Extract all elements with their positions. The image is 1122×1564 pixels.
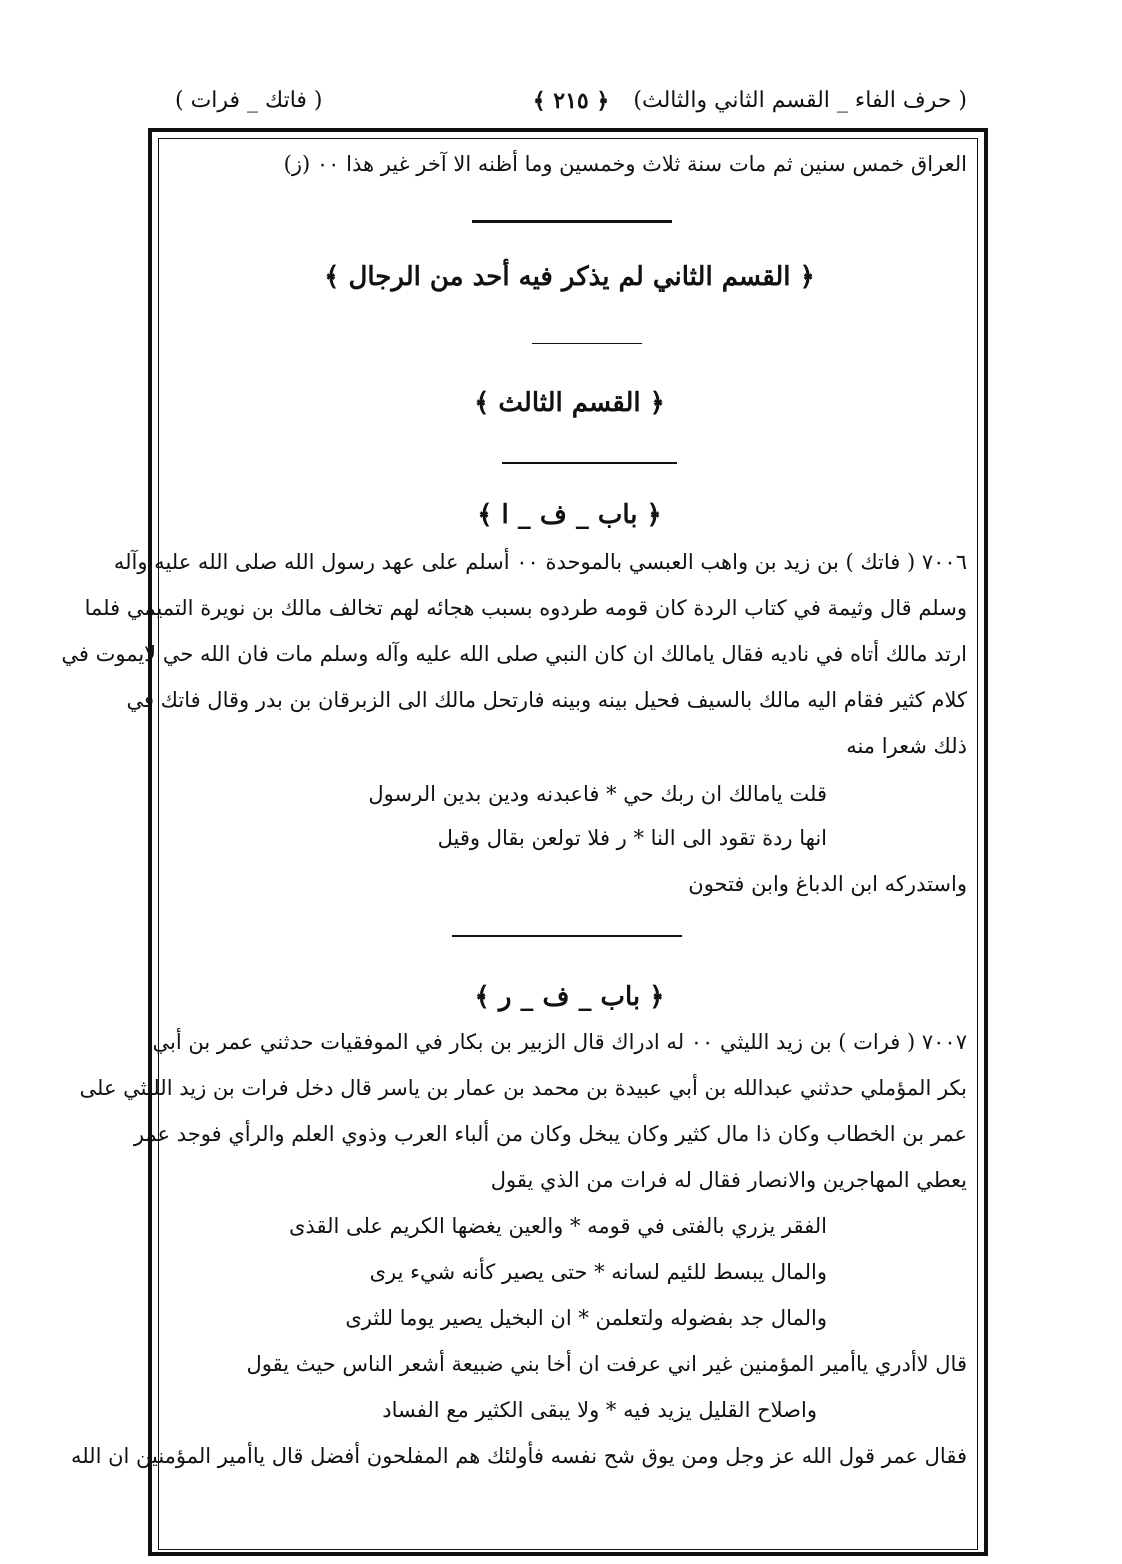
verse-line: قلت يامالك ان ربك حي * فاعبدنه ودين بدين الرسول: [368, 782, 827, 806]
entry-line: ٧٠٠٧ ( فرات ) بن زيد الليثي ٠٠ له ادراك قال الزبير بن بكار في الموفقيات حدثني عمر بن أبي: [152, 1030, 967, 1054]
running-header: [175, 88, 967, 128]
ornamental-divider: [472, 220, 672, 223]
verse-line: انها ردة تقود الى النا * ر فلا تولعن بقال وقيل: [437, 826, 827, 850]
text-line: العراق خمس سنين ثم مات سنة ثلاث وخمسين وما أظنه الا آخر غير هذا ٠٠ (ز): [283, 152, 967, 176]
section-heading: ﴿ القسم الثالث ﴾: [474, 388, 665, 418]
entry-line: ذلك شعرا منه: [846, 734, 967, 758]
ornamental-divider: [452, 935, 682, 937]
page-number: ﴿ ٢١٥ ﴾: [532, 88, 610, 114]
verse-line: واصلاح القليل يزيد فيه * ولا يبقى الكثير مع الفساد: [382, 1398, 817, 1422]
entry-line: كلام كثير فقام اليه مالك بالسيف فحيل بينه وبينه فارتحل مالك الى الزبرقان بن بدر وقال فاتك في: [126, 688, 967, 712]
section-heading: ﴿ القسم الثاني لم يذكر فيه أحد من الرجال ﴾: [324, 262, 815, 292]
ornamental-divider: [532, 343, 642, 344]
ornamental-divider: [502, 462, 677, 464]
header-entries: ( فاتك _ فرات ): [175, 88, 323, 113]
header-chapter: ( حرف الفاء _ القسم الثاني والثالث): [633, 88, 967, 113]
chapter-heading: ﴿ باب _ ف _ ر ﴾: [474, 982, 665, 1012]
entry-line: قال لاأدري ياأمير المؤمنين غير اني عرفت ان أخا بني ضبيعة أشعر الناس حيث يقول: [246, 1352, 967, 1376]
chapter-heading: ﴿ باب _ ف _ ا ﴾: [477, 500, 662, 530]
entry-line: يعطي المهاجرين والانصار فقال له فرات من الذي يقول: [490, 1168, 967, 1192]
entry-line: ارتد مالك أتاه في ناديه فقال يامالك ان كان النبي صلى الله عليه وآله وسلم مات فان الله حي لايموت في: [61, 642, 967, 666]
entry-line: عمر بن الخطاب وكان ذا مال كثير وكان يبخل وكان من ألباء العرب وذوي العلم والرأي فوجد عمر: [133, 1122, 967, 1146]
entry-line: واستدركه ابن الدباغ وابن فتحون: [688, 872, 967, 896]
verse-line: والمال جد بفضوله ولتعلمن * ان البخيل يصير يوما للثرى: [345, 1306, 827, 1330]
entry-line: ٧٠٠٦ ( فاتك ) بن زيد بن واهب العبسي بالموحدة ٠٠ أسلم على عهد رسول الله صلى الله عليه وآله: [113, 550, 967, 574]
verse-line: والمال يبسط للئيم لسانه * حتى يصير كأنه شيء يرى: [369, 1260, 827, 1284]
entry-line: فقال عمر قول الله عز وجل ومن يوق شح نفسه فأولئك هم المفلحون أفضل قال ياأمير المؤمنين ان الله: [70, 1444, 967, 1468]
entry-line: بكر المؤملي حدثني عبدالله بن أبي عبيدة بن محمد بن عمار بن ياسر قال دخل فرات بن زيد الليثي على: [79, 1076, 967, 1100]
entry-line: وسلم قال وثيمة في كتاب الردة كان قومه طردوه بسبب هجائه لهم تخالف مالك بن نويرة التميمي فلما: [84, 596, 967, 620]
verse-line: الفقر يزري بالفتى في قومه * والعين يغضها الكريم على القذى: [288, 1214, 827, 1238]
